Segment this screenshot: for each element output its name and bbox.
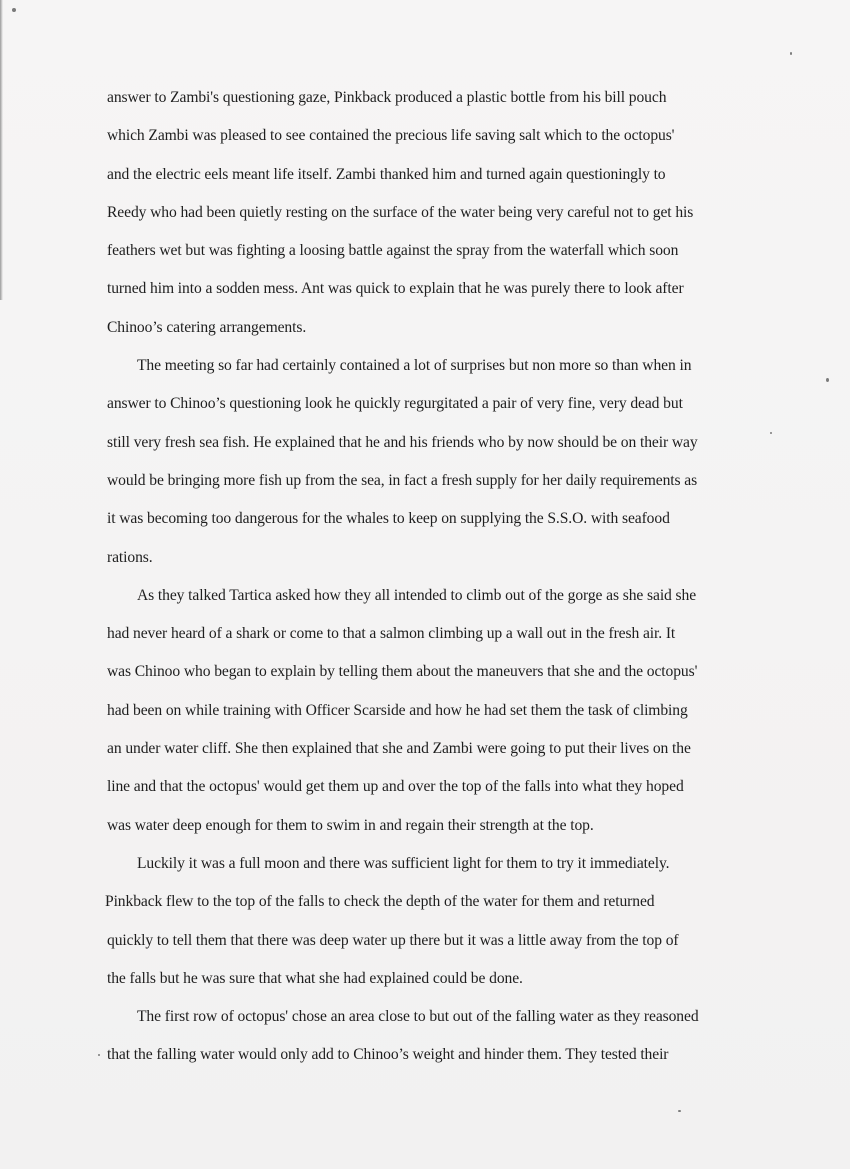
scan-speck — [770, 432, 772, 434]
text-line: that the falling water would only add to Chinoo’s weight and hinder them. They tested their — [107, 1046, 669, 1064]
scan-speck — [826, 378, 829, 382]
text-line: and the electric eels meant life itself. Zambi thanked him and turned again questioningly to — [107, 165, 666, 183]
text-line: rations. — [107, 548, 153, 566]
text-line: still very fresh sea fish. He explained that he and his friends who by now should be on their way — [107, 433, 698, 451]
text-line: Chinoo’s catering arrangements. — [107, 318, 307, 336]
text-line: was Chinoo who began to explain by telling them about the maneuvers that she and the octopus' — [107, 663, 698, 681]
text-line: Pinkback flew to the top of the falls to check the depth of the water for them and returned — [105, 893, 655, 911]
text-line: was water deep enough for them to swim in and regain their strength at the top. — [107, 816, 594, 834]
text-line: would be bringing more fish up from the sea, in fact a fresh supply for her daily requirements as — [107, 471, 698, 489]
scan-speck — [98, 1054, 100, 1056]
document-body — [107, 86, 767, 1082]
text-line: it was becoming too dangerous for the whales to keep on supplying the S.S.O. with seafood — [107, 510, 670, 528]
text-line: feathers wet but was fighting a loosing battle against the spray from the waterfall which soon — [107, 242, 679, 260]
text-line: turned him into a sodden mess. Ant was quick to explain that he was purely there to look after — [107, 280, 684, 298]
text-line: which Zambi was pleased to see contained the precious life saving salt which to the octopus' — [107, 127, 675, 145]
text-line: answer to Zambi's questioning gaze, Pinkback produced a plastic bottle from his bill pouch — [107, 89, 667, 106]
text-line: line and that the octopus' would get them up and over the top of the falls into what they hoped — [107, 778, 684, 796]
paragraph-start-line: As they talked Tartica asked how they all intended to climb out of the gorge as she said she — [137, 586, 697, 604]
paragraph-start-line: The meeting so far had certainly contained a lot of surprises but non more so than when in — [137, 357, 692, 375]
scan-speck — [790, 52, 792, 55]
text-line: had been on while training with Officer Scarside and how he had set them the task of climbing — [107, 701, 688, 719]
text-line: an under water cliff. She then explained that she and Zambi were going to put their lives on the — [107, 740, 691, 758]
paragraph-start-line: Luckily it was a full moon and there was sufficient light for them to try it immediately. — [137, 854, 670, 872]
text-line: answer to Chinoo’s questioning look he quickly regurgitated a pair of very fine, very dead but — [107, 395, 683, 413]
text-line: the falls but he was sure that what she had explained could be done. — [107, 969, 523, 987]
text-line: Reedy who had been quietly resting on the surface of the water being very careful not to get his — [107, 203, 694, 221]
paragraph-start-line: The first row of octopus' chose an area close to but out of the falling water as they reasoned — [137, 1008, 699, 1026]
scan-speck — [12, 8, 16, 12]
text-line: had never heard of a shark or come to that a salmon climbing up a wall out in the fresh air. It — [107, 625, 676, 643]
scan-edge-shadow — [0, 0, 3, 300]
scan-speck — [678, 1110, 681, 1112]
text-line: quickly to tell them that there was deep water up there but it was a little away from the top of — [107, 931, 679, 949]
